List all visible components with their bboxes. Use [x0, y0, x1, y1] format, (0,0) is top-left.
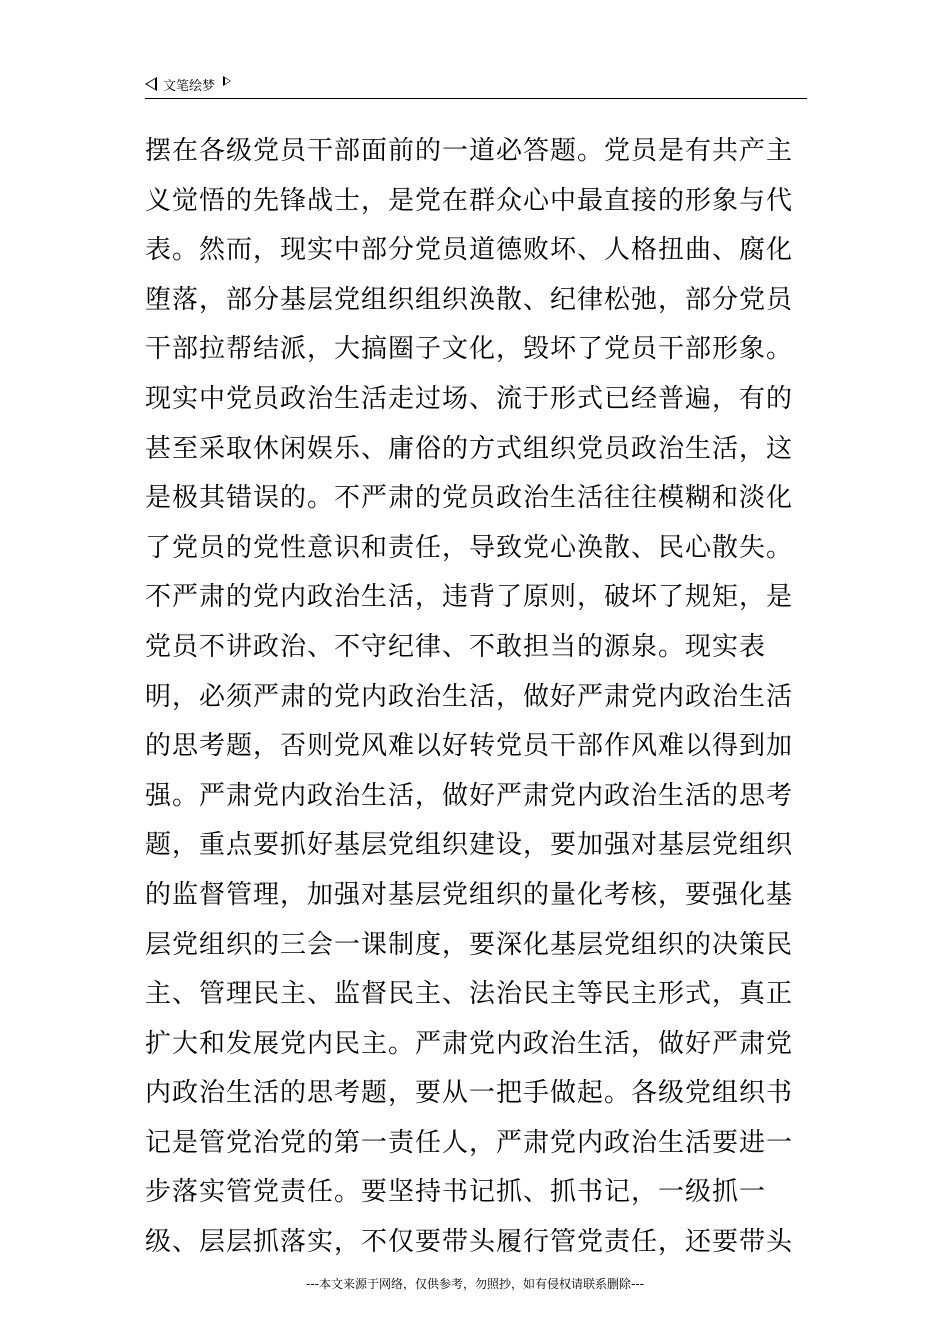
header-brand-text: 文笔绘梦 — [163, 78, 216, 94]
body-paragraph: 摆在各级党员干部面前的一道必答题。党员是有共产主义觉悟的先锋战士，是党在群众心中最直接的形象与代表。然而，现实中部分党员道德败坏、人格扭曲、腐化堕落，部分基层党组织组织涣散、纪律松弛，部分党员干部拉帮结派，大搞圈子文化，毁坏了党员干部形象。现实中党员政治生活走过场、流于形式已经普遍，有的甚至采取休闲娱乐、庸俗的方式组织党员政治生活，这是极其错误的。不严肃的党员政治生活往往模糊和淡化了党员的党性意识和责任，导致党心涣散、民心散失。不严肃的党内政治生活，违背了原则，破坏了规矩，是党员不讲政治、不守纪律、不敢担当的源泉。现实表明，必须严肃的党内政治生活，做好严肃党内政治生活的思考题，否则党风难以好转党员干部作风难以得到加强。严肃党内政治生活，做好严肃党内政治生活的思考题，重点要抓好基层党组织建设，要加强对基层党组织的监督管理，加强对基层党组织的量化考核，要强化基层党组织的三会一课制度，要深化基层党组织的决策民主、管理民主、监督民主、法治民主等民主形式，真正扩大和发展党内民主。严肃党内政治生活，做好严肃党内政治生活的思考题，要从一把手做起。各级党组织书记是管党治党的第一责任人，严肃党内政治生活要进一步落实管党责任。要坚持书记抓、抓书记，一级抓一级、层层抓落实，不仅要带头履行管党责任，还要带头 — [145, 136, 794, 1258]
triangle-right-icon — [223, 76, 231, 86]
header-brand — [145, 74, 231, 94]
triangle-left-icon — [145, 77, 157, 91]
page-footer: ---本文来源于网络，仅供参考，勿照抄，如有侵权请联系删除--- — [306, 1277, 644, 1291]
page-header — [145, 74, 807, 99]
